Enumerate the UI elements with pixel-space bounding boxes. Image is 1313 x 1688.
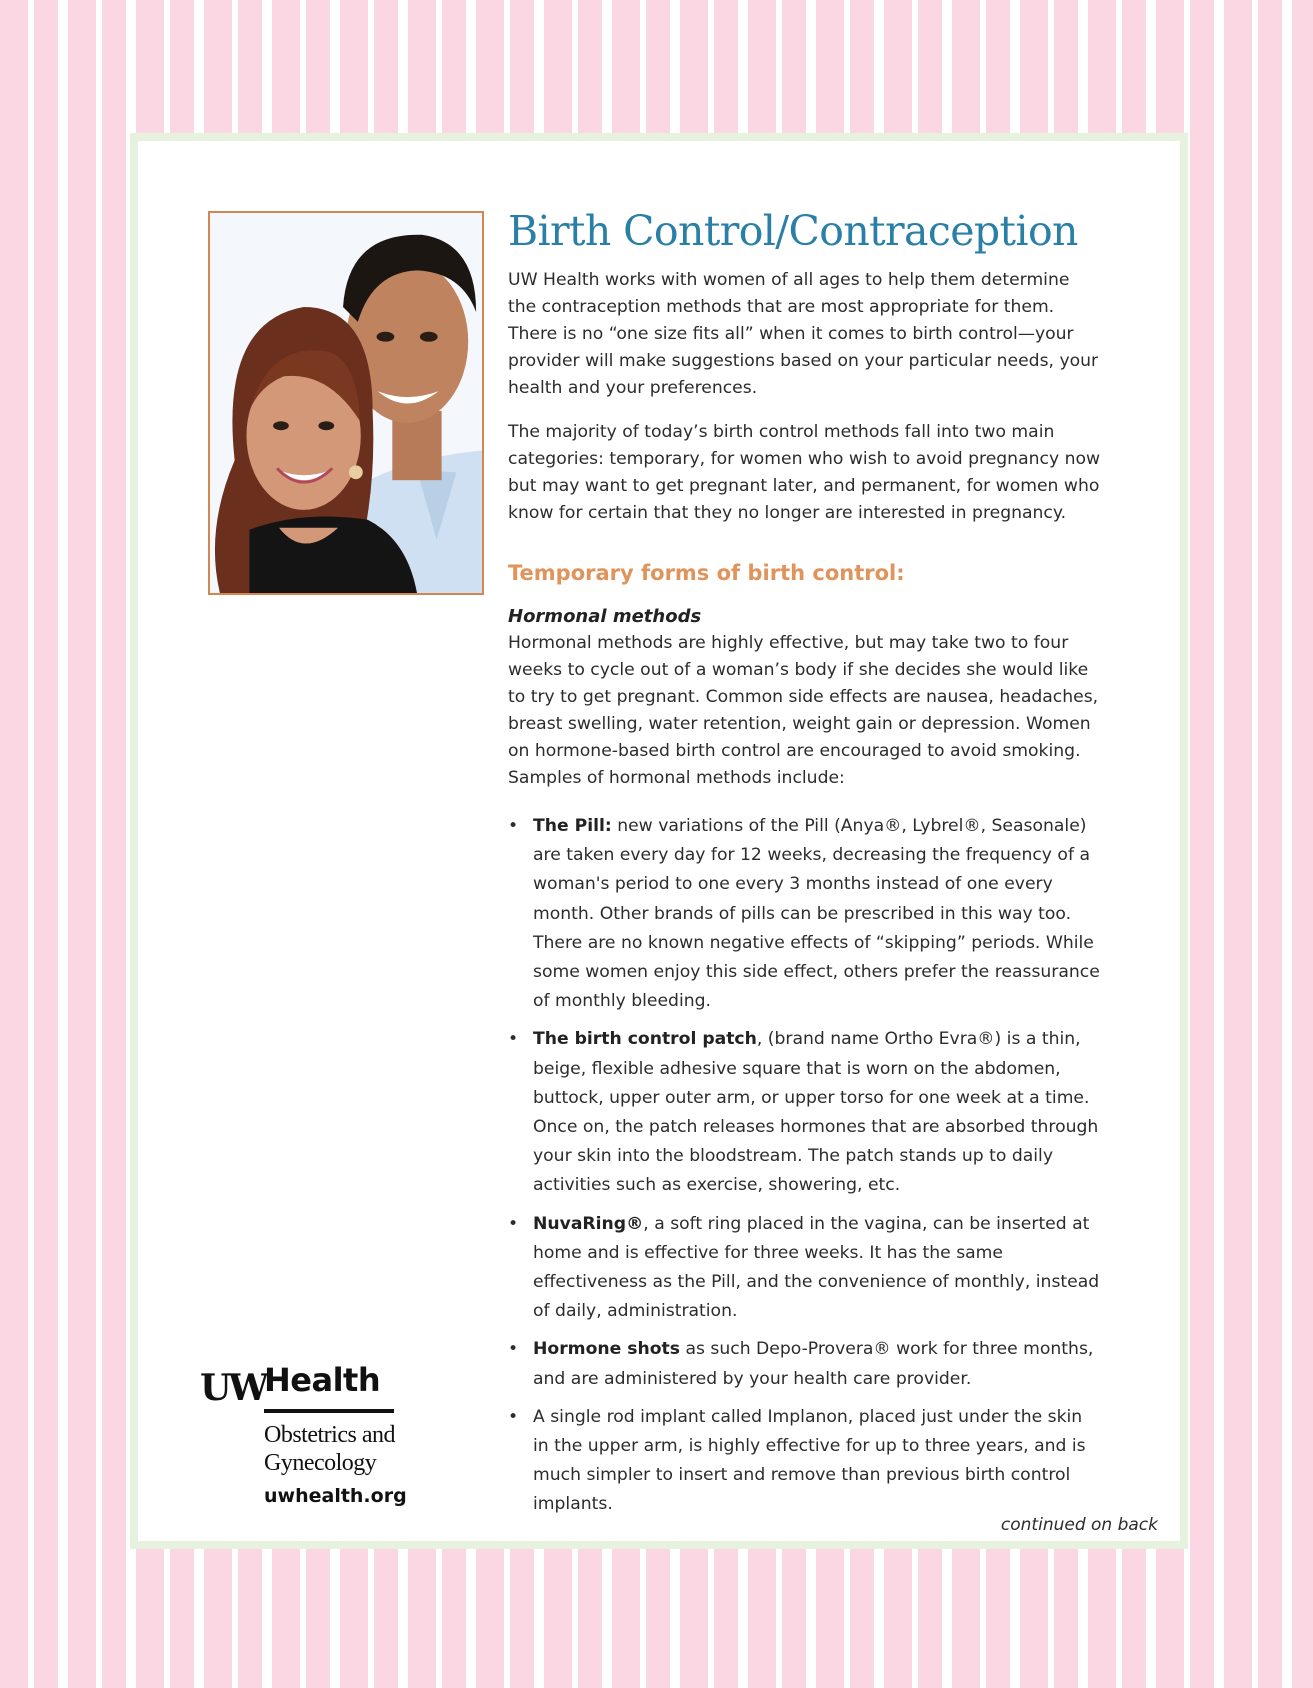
method-description: new variations of the Pill (Anya®, Lybrel®, Seasonale) are taken every day for 12 weeks, decreasing the frequency of a woman's period to one every 3 months instead of one every month. Other brands of pills can be prescribed in this way too. There are no known negative effects of “skipping” periods. While some women enjoy this side effect, others prefer the reassurance of monthly bleeding. [533, 816, 1100, 1012]
method-description: as such Depo-Provera® work for three months, and are administered by your health care provider. [533, 1339, 1094, 1389]
method-name: NuvaRing® [533, 1213, 644, 1234]
hormonal-methods-list [508, 812, 1103, 1520]
content-panel [130, 133, 1188, 1549]
list-item-pill [508, 812, 1103, 1016]
logo-rule [264, 1409, 394, 1413]
method-name: Hormone shots [533, 1339, 680, 1360]
intro-paragraph-1: UW Health works with women of all ages to help them determine the contraception methods that are most appropriate for them. There is no “one size fits all” when it comes to birth control—your provider will make suggestions based on your particular needs, your health and your preferences. [508, 270, 1099, 398]
logo-url: uwhealth.org [264, 1485, 407, 1507]
method-description: A single rod implant called Implanon, placed just under the skin in the upper arm, is highly effective for up to three years, and is much simpler to insert and remove than previous birth control implants. [533, 1406, 1086, 1515]
section-heading-temporary: Temporary forms of birth control: [508, 561, 905, 585]
hormonal-paragraph: Hormonal methods are highly effective, but may take two to four weeks to cycle out of a woman’s body if she decides she would like to try to get pregnant. Common side effects are nausea, headaches, breast swelling, water retention, weight gain or depression. Women on hormone-based birth control are encouraged to avoid smoking. Samples of hormonal methods include: [508, 633, 1099, 788]
main-content [508, 207, 1103, 1529]
list-item-shots [508, 1335, 1103, 1393]
logo-dept-line-1: Obstetrics and [264, 1422, 395, 1448]
logo-dept-line-2: Gynecology [264, 1450, 377, 1476]
sub-heading-hormonal: Hormonal methods [508, 606, 702, 627]
list-item-implant [508, 1403, 1103, 1520]
couple-photo [208, 211, 484, 595]
continued-note: continued on back [1000, 1515, 1158, 1535]
method-name: The Pill: [533, 816, 612, 836]
method-name: The birth control patch [533, 1029, 757, 1050]
list-item-patch [508, 1025, 1103, 1200]
logo-health: Health [264, 1361, 381, 1399]
method-description: , (brand name Ortho Evra®) is a thin, beige, flexible adhesive square that is worn on the abdomen, buttock, upper outer arm, or upper torso for one week at a time. Once on, the patch releases hormones that are absorbed through your skin into the bloodstream. The patch stands up to daily activities such as exercise, showering, etc. [533, 1029, 1099, 1196]
logo-uw: UW [200, 1367, 266, 1409]
couple-photo-illustration [210, 213, 482, 593]
uw-health-logo [200, 1361, 420, 1507]
method-description: , a soft ring placed in the vagina, can be inserted at home and is effective for three weeks. It has the same effectiveness as the Pill, and the convenience of monthly, instead of daily, administration. [533, 1213, 1100, 1322]
logo-department [264, 1421, 420, 1477]
list-item-nuvaring [508, 1210, 1103, 1327]
page-title: Birth Control/Contraception [508, 207, 1078, 255]
intro-paragraph-2: The majority of today’s birth control methods fall into two main categories: temporary, for women who wish to avoid pregnancy now but may want to get pregnant later, and permanent, for women who know for certain that they no longer are interested in pregnancy. [508, 422, 1101, 523]
